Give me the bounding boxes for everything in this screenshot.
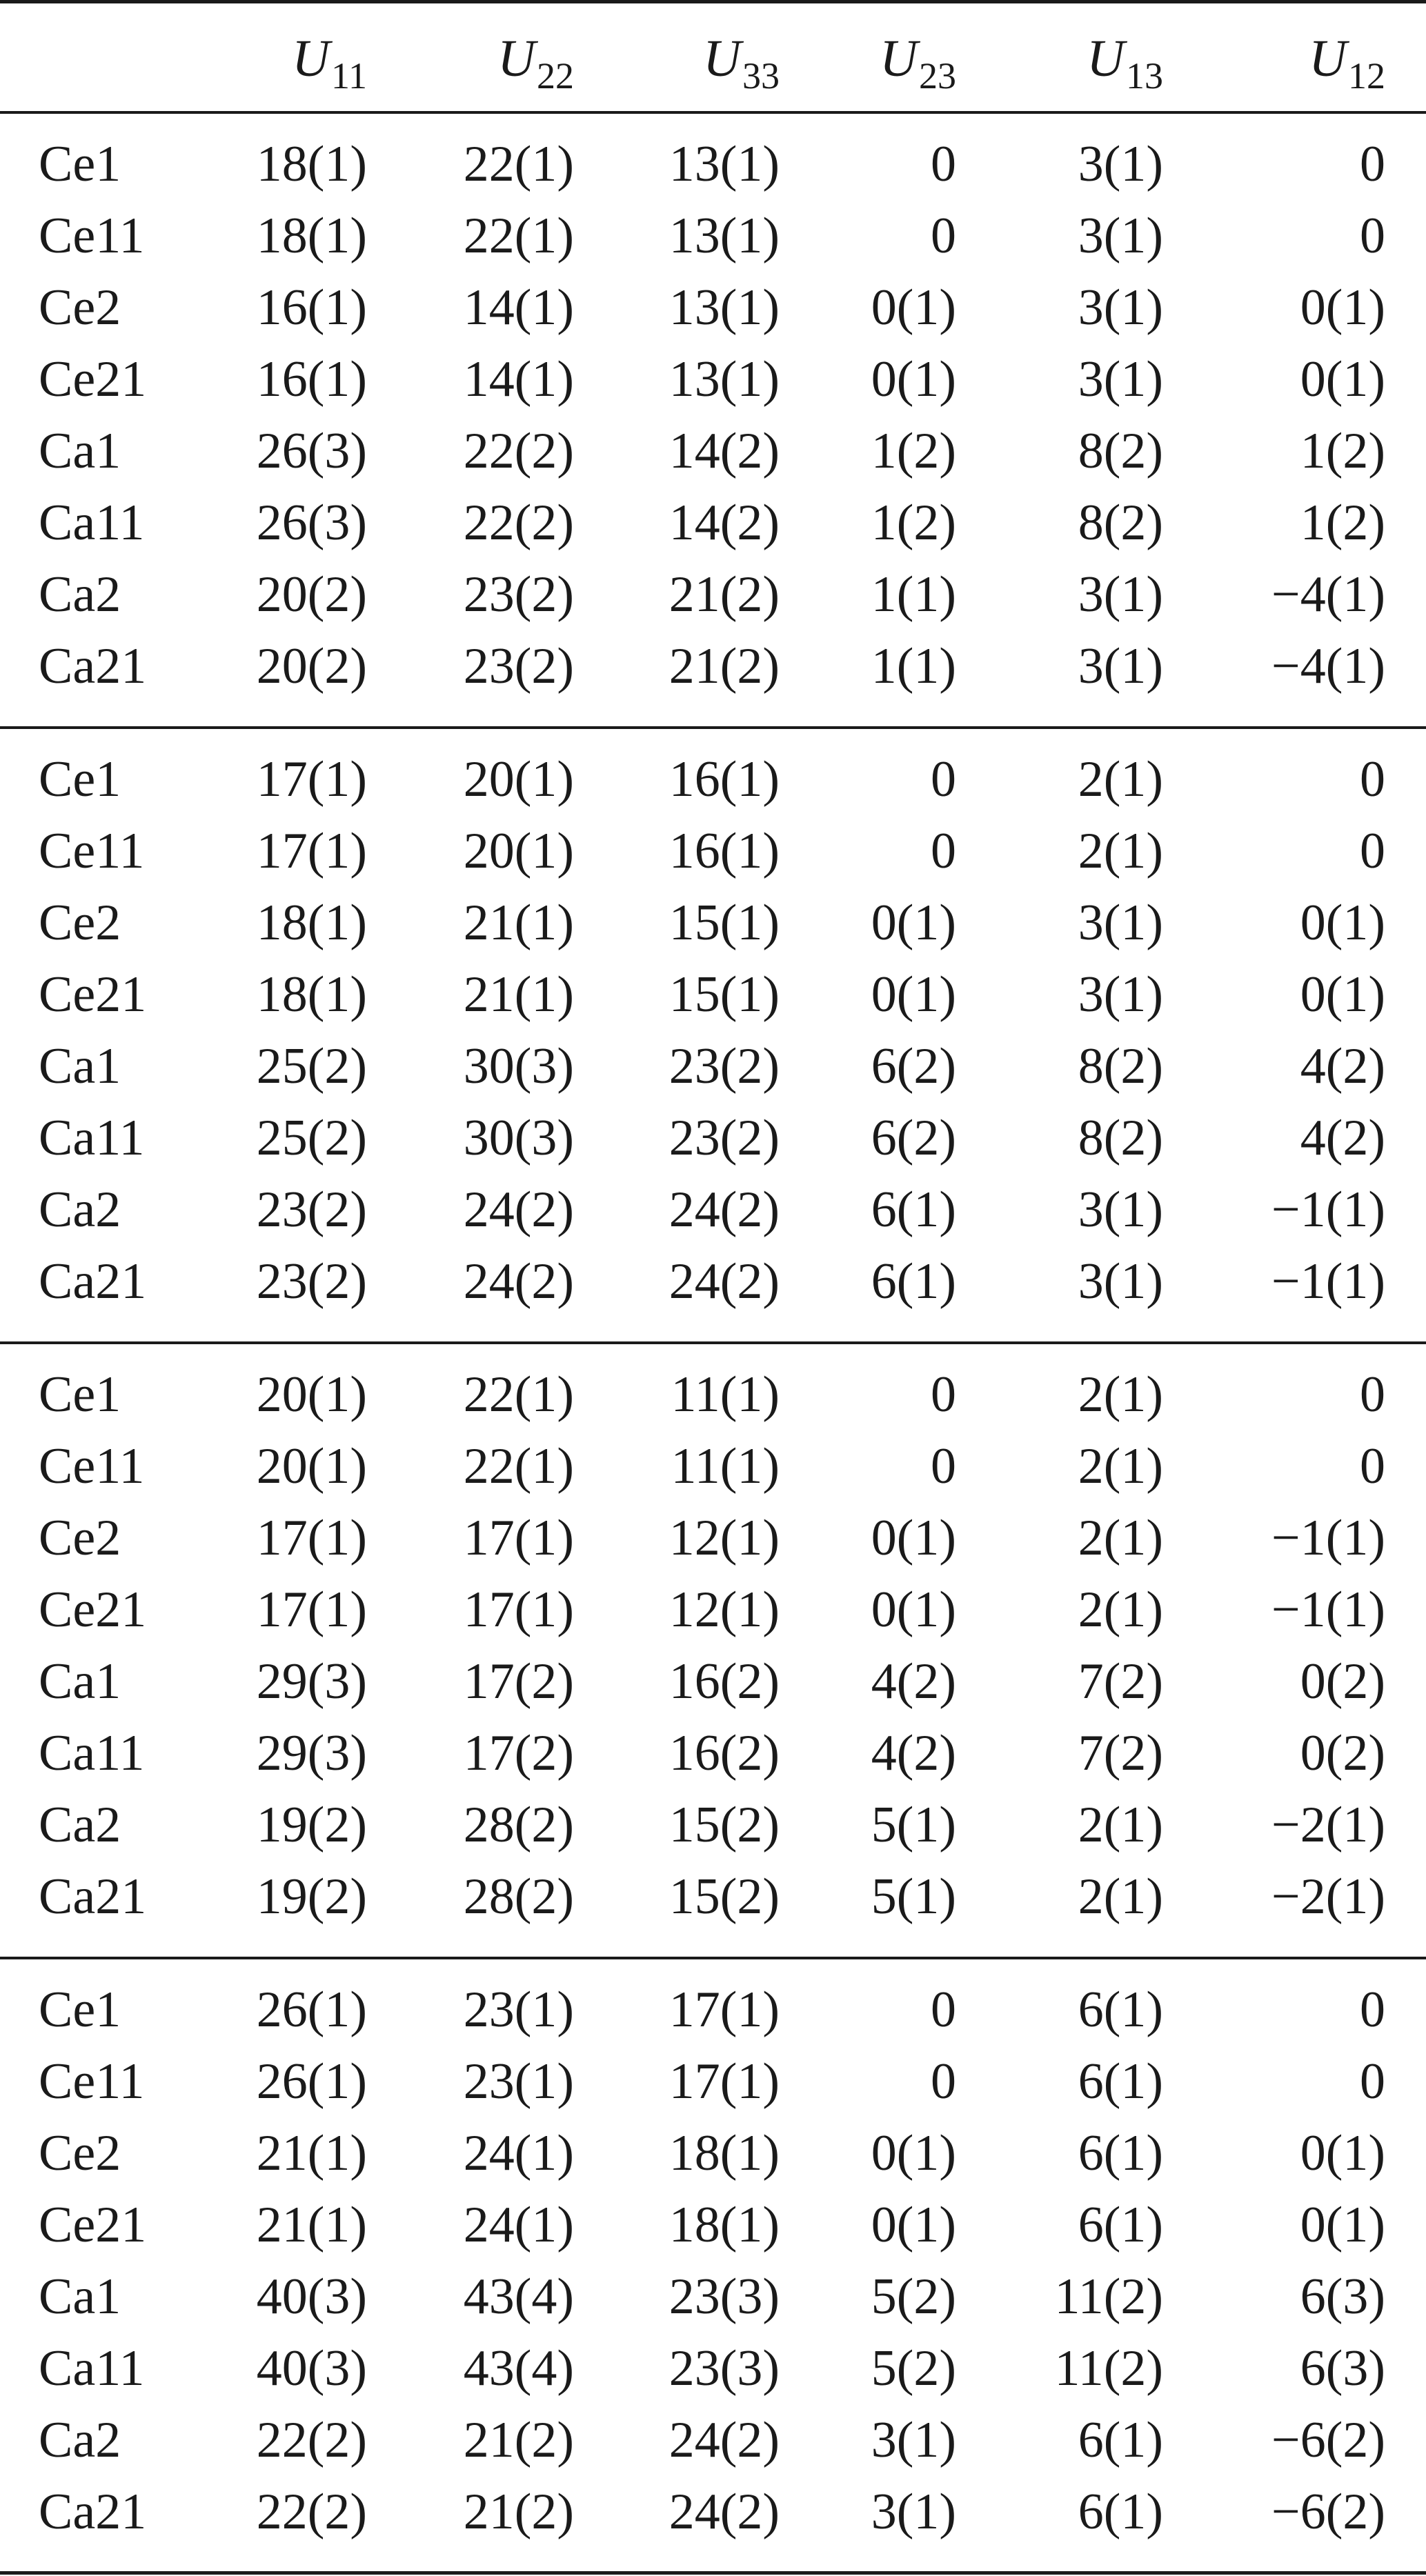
u13-value: 3(1)	[1078, 351, 1163, 408]
u23-value: 0	[931, 136, 956, 192]
u23-value: 6(1)	[871, 1253, 956, 1310]
atom-label: Ca21	[39, 2484, 147, 2540]
table-row	[0, 415, 1426, 487]
u13-value: 2(1)	[1078, 1510, 1163, 1566]
header-u33: $U_{33}$	[703, 30, 780, 97]
u23-value: 4(2)	[871, 1653, 956, 1710]
table-row	[0, 1030, 1426, 1102]
u12-value: −1(1)	[1271, 1181, 1385, 1238]
table-row	[0, 815, 1426, 887]
atom-label: Ca11	[39, 495, 145, 551]
u23-value: 1(1)	[871, 566, 956, 623]
u11-value: 23(2)	[256, 1181, 367, 1238]
u22-value: 30(3)	[463, 1038, 574, 1095]
u22-value: 24(1)	[463, 2125, 574, 2181]
u12-value: 0(1)	[1300, 2125, 1385, 2181]
u12-value: 4(2)	[1300, 1110, 1385, 1166]
u12-value: −1(1)	[1271, 1253, 1385, 1310]
table-bottom-rule	[0, 2571, 1426, 2575]
u12-value: 0	[1360, 1438, 1385, 1495]
u12-value: −6(2)	[1271, 2412, 1385, 2468]
u12-value: −2(1)	[1271, 1868, 1385, 1925]
u22-value: 20(1)	[463, 823, 574, 879]
atom-label: Ce1	[39, 136, 121, 192]
u11-value: 20(1)	[256, 1438, 367, 1495]
table-row	[0, 2189, 1426, 2261]
u12-value: 0(1)	[1300, 895, 1385, 951]
atom-label: Ce21	[39, 1581, 147, 1638]
u11-value: 19(2)	[256, 1868, 367, 1925]
u23-value: 0(1)	[871, 895, 956, 951]
atom-label: Ca11	[39, 1725, 145, 1781]
u22-value: 22(1)	[463, 208, 574, 264]
atom-label: Ca1	[39, 423, 121, 479]
u11-value: 16(1)	[256, 351, 367, 408]
u22-value: 30(3)	[463, 1110, 574, 1166]
u13-value: 2(1)	[1078, 1797, 1163, 1853]
section-divider-rule	[0, 1341, 1426, 1344]
table-row	[0, 2476, 1426, 2548]
u13-value: 6(1)	[1078, 2412, 1163, 2468]
u33-value: 15(1)	[669, 895, 780, 951]
table-row	[0, 887, 1426, 959]
u13-value: 3(1)	[1078, 1181, 1163, 1238]
u13-value: 6(1)	[1078, 2197, 1163, 2253]
u13-value: 2(1)	[1078, 823, 1163, 879]
u22-value: 24(2)	[463, 1253, 574, 1310]
u33-value: 16(2)	[669, 1725, 780, 1781]
u33-value: 13(1)	[669, 351, 780, 408]
u33-value: 17(1)	[669, 2053, 780, 2110]
u22-value: 43(4)	[463, 2340, 574, 2397]
u23-value: 0(1)	[871, 1581, 956, 1638]
u33-value: 13(1)	[669, 279, 780, 336]
u13-value: 3(1)	[1078, 966, 1163, 1023]
u11-value: 17(1)	[256, 751, 367, 808]
u33-value: 11(1)	[671, 1438, 780, 1495]
u12-value: 0	[1360, 1981, 1385, 2038]
u13-value: 8(2)	[1078, 1110, 1163, 1166]
u13-value: 7(2)	[1078, 1725, 1163, 1781]
u13-value: 3(1)	[1078, 1253, 1163, 1310]
u33-value: 23(2)	[669, 1038, 780, 1095]
table-row	[0, 2333, 1426, 2404]
table-row	[0, 2261, 1426, 2333]
table-header-row	[0, 3, 1426, 111]
u33-value: 23(3)	[669, 2268, 780, 2325]
u12-value: 0	[1360, 751, 1385, 808]
table-row	[0, 128, 1426, 200]
table-row	[0, 743, 1426, 815]
u22-value: 23(1)	[463, 2053, 574, 2110]
u22-value: 23(2)	[463, 566, 574, 623]
u22-value: 22(1)	[463, 1438, 574, 1495]
u11-value: 22(2)	[256, 2412, 367, 2468]
atom-label: Ca2	[39, 1181, 121, 1238]
u12-value: 0	[1360, 208, 1385, 264]
u23-value: 1(2)	[871, 423, 956, 479]
atom-label: Ca11	[39, 2340, 145, 2397]
u11-value: 25(2)	[256, 1038, 367, 1095]
table-row	[0, 1174, 1426, 1246]
u23-value: 1(2)	[871, 495, 956, 551]
u23-value: 0	[931, 208, 956, 264]
u23-value: 0(1)	[871, 966, 956, 1023]
atom-label: Ce21	[39, 351, 147, 408]
atom-label: Ca21	[39, 1868, 147, 1925]
u13-value: 3(1)	[1078, 279, 1163, 336]
table-row	[0, 1246, 1426, 1317]
u11-value: 19(2)	[256, 1797, 367, 1853]
u12-value: −6(2)	[1271, 2484, 1385, 2540]
u33-value: 12(1)	[669, 1581, 780, 1638]
u13-value: 3(1)	[1078, 638, 1163, 695]
u12-value: −2(1)	[1271, 1797, 1385, 1853]
u11-value: 20(2)	[256, 638, 367, 695]
atom-label: Ce11	[39, 1438, 145, 1495]
atom-label: Ce2	[39, 895, 121, 951]
u23-value: 0(1)	[871, 1510, 956, 1566]
u22-value: 22(1)	[463, 136, 574, 192]
table-row	[0, 959, 1426, 1030]
u23-value: 6(1)	[871, 1181, 956, 1238]
u11-value: 29(3)	[256, 1653, 367, 1710]
u23-value: 4(2)	[871, 1725, 956, 1781]
u11-value: 20(1)	[256, 1366, 367, 1423]
u13-value: 6(1)	[1078, 2125, 1163, 2181]
table-row	[0, 343, 1426, 415]
u23-value: 6(2)	[871, 1038, 956, 1095]
u23-value: 0	[931, 1981, 956, 2038]
u22-value: 23(1)	[463, 1981, 574, 2038]
u33-value: 23(3)	[669, 2340, 780, 2397]
u11-value: 29(3)	[256, 1725, 367, 1781]
table-row	[0, 272, 1426, 343]
u22-value: 20(1)	[463, 751, 574, 808]
table-row	[0, 1717, 1426, 1789]
u33-value: 15(1)	[669, 966, 780, 1023]
u23-value: 0(1)	[871, 2197, 956, 2253]
section-divider-rule	[0, 726, 1426, 729]
u23-value: 5(1)	[871, 1797, 956, 1853]
atom-label: Ca21	[39, 1253, 147, 1310]
u23-value: 0(1)	[871, 351, 956, 408]
atom-label: Ca1	[39, 1038, 121, 1095]
table-row	[0, 487, 1426, 559]
u13-value: 2(1)	[1078, 1868, 1163, 1925]
u12-value: 1(2)	[1300, 423, 1385, 479]
u33-value: 15(2)	[669, 1797, 780, 1853]
u22-value: 28(2)	[463, 1797, 574, 1853]
atom-label: Ce1	[39, 1981, 121, 2038]
u33-value: 14(2)	[669, 495, 780, 551]
u12-value: 0(2)	[1300, 1653, 1385, 1710]
u11-value: 17(1)	[256, 1510, 367, 1566]
u33-value: 21(2)	[669, 566, 780, 623]
u23-value: 5(2)	[871, 2268, 956, 2325]
u33-value: 16(2)	[669, 1653, 780, 1710]
u11-value: 40(3)	[256, 2340, 367, 2397]
u11-value: 18(1)	[256, 208, 367, 264]
table-row	[0, 1974, 1426, 2046]
u33-value: 11(1)	[671, 1366, 780, 1423]
table-row	[0, 2404, 1426, 2476]
u22-value: 22(2)	[463, 495, 574, 551]
section-divider-rule	[0, 1957, 1426, 1959]
u33-value: 16(1)	[669, 823, 780, 879]
u23-value: 0	[931, 823, 956, 879]
u11-value: 26(1)	[256, 2053, 367, 2110]
atom-label: Ce21	[39, 966, 147, 1023]
u11-value: 18(1)	[256, 136, 367, 192]
u33-value: 16(1)	[669, 751, 780, 808]
u33-value: 12(1)	[669, 1510, 780, 1566]
atom-label: Ce2	[39, 1510, 121, 1566]
u11-value: 21(1)	[256, 2197, 367, 2253]
u11-value: 40(3)	[256, 2268, 367, 2325]
u22-value: 43(4)	[463, 2268, 574, 2325]
u33-value: 24(2)	[669, 2484, 780, 2540]
u13-value: 2(1)	[1078, 1581, 1163, 1638]
u22-value: 17(2)	[463, 1725, 574, 1781]
u22-value: 17(2)	[463, 1653, 574, 1710]
u12-value: 1(2)	[1300, 495, 1385, 551]
atom-label: Ce11	[39, 2053, 145, 2110]
u12-value: 0	[1360, 136, 1385, 192]
u13-value: 11(2)	[1054, 2340, 1163, 2397]
u13-value: 11(2)	[1054, 2268, 1163, 2325]
u11-value: 26(3)	[256, 423, 367, 479]
u23-value: 5(2)	[871, 2340, 956, 2397]
u11-value: 20(2)	[256, 566, 367, 623]
u33-value: 24(2)	[669, 2412, 780, 2468]
u22-value: 17(1)	[463, 1581, 574, 1638]
u23-value: 0	[931, 1366, 956, 1423]
u13-value: 6(1)	[1078, 2053, 1163, 2110]
atom-label: Ca21	[39, 638, 147, 695]
u12-value: −1(1)	[1271, 1581, 1385, 1638]
u12-value: 0(2)	[1300, 1725, 1385, 1781]
atom-label: Ca2	[39, 1797, 121, 1853]
u11-value: 26(3)	[256, 495, 367, 551]
u12-value: 0(1)	[1300, 279, 1385, 336]
u33-value: 18(1)	[669, 2197, 780, 2253]
u22-value: 14(1)	[463, 279, 574, 336]
table-row	[0, 1102, 1426, 1174]
u13-value: 7(2)	[1078, 1653, 1163, 1710]
u11-value: 17(1)	[256, 1581, 367, 1638]
u23-value: 0	[931, 1438, 956, 1495]
u12-value: 0	[1360, 1366, 1385, 1423]
u22-value: 23(2)	[463, 638, 574, 695]
u22-value: 22(1)	[463, 1366, 574, 1423]
atom-label: Ca2	[39, 566, 121, 623]
u11-value: 18(1)	[256, 966, 367, 1023]
u33-value: 23(2)	[669, 1110, 780, 1166]
u33-value: 13(1)	[669, 208, 780, 264]
u22-value: 14(1)	[463, 351, 574, 408]
u22-value: 21(2)	[463, 2484, 574, 2540]
u22-value: 22(2)	[463, 423, 574, 479]
u13-value: 8(2)	[1078, 423, 1163, 479]
u23-value: 0	[931, 2053, 956, 2110]
header-u12: $U_{12}$	[1309, 30, 1385, 97]
u13-value: 3(1)	[1078, 895, 1163, 951]
u12-value: 4(2)	[1300, 1038, 1385, 1095]
atom-label: Ce2	[39, 279, 121, 336]
u12-value: 0	[1360, 823, 1385, 879]
atom-label: Ce1	[39, 1366, 121, 1423]
table-row	[0, 200, 1426, 272]
u23-value: 1(1)	[871, 638, 956, 695]
u23-value: 0(1)	[871, 279, 956, 336]
u22-value: 24(2)	[463, 1181, 574, 1238]
table-row	[0, 1789, 1426, 1861]
u33-value: 24(2)	[669, 1253, 780, 1310]
u22-value: 28(2)	[463, 1868, 574, 1925]
u13-value: 3(1)	[1078, 208, 1163, 264]
u13-value: 2(1)	[1078, 751, 1163, 808]
u22-value: 21(1)	[463, 966, 574, 1023]
u33-value: 17(1)	[669, 1981, 780, 2038]
u13-value: 8(2)	[1078, 495, 1163, 551]
u12-value: 0	[1360, 2053, 1385, 2110]
u11-value: 16(1)	[256, 279, 367, 336]
u13-value: 2(1)	[1078, 1366, 1163, 1423]
header-u13: $U_{13}$	[1087, 30, 1163, 97]
u33-value: 24(2)	[669, 1181, 780, 1238]
u12-value: 6(3)	[1300, 2268, 1385, 2325]
u33-value: 15(2)	[669, 1868, 780, 1925]
u33-value: 14(2)	[669, 423, 780, 479]
u33-value: 21(2)	[669, 638, 780, 695]
u12-value: 0(1)	[1300, 966, 1385, 1023]
table-row	[0, 1574, 1426, 1646]
u23-value: 5(1)	[871, 1868, 956, 1925]
u23-value: 3(1)	[871, 2412, 956, 2468]
table-row	[0, 1646, 1426, 1717]
header-u23: $U_{23}$	[880, 30, 956, 97]
u23-value: 3(1)	[871, 2484, 956, 2540]
header-rule	[0, 111, 1426, 114]
u22-value: 17(1)	[463, 1510, 574, 1566]
u11-value: 25(2)	[256, 1110, 367, 1166]
u11-value: 23(2)	[256, 1253, 367, 1310]
table-row	[0, 1359, 1426, 1430]
u33-value: 13(1)	[669, 136, 780, 192]
u23-value: 0	[931, 751, 956, 808]
atom-label: Ce1	[39, 751, 121, 808]
atom-label: Ca1	[39, 1653, 121, 1710]
atom-label: Ce21	[39, 2197, 147, 2253]
u22-value: 24(1)	[463, 2197, 574, 2253]
u13-value: 6(1)	[1078, 2484, 1163, 2540]
table-row	[0, 1861, 1426, 1933]
u13-value: 6(1)	[1078, 1981, 1163, 2038]
u13-value: 2(1)	[1078, 1438, 1163, 1495]
atom-label: Ce11	[39, 208, 145, 264]
table-row	[0, 2046, 1426, 2117]
u11-value: 17(1)	[256, 823, 367, 879]
header-u22: $U_{22}$	[497, 30, 574, 97]
table-row	[0, 1430, 1426, 1502]
atom-label: Ce11	[39, 823, 145, 879]
u22-value: 21(2)	[463, 2412, 574, 2468]
u11-value: 22(2)	[256, 2484, 367, 2540]
atom-label: Ce2	[39, 2125, 121, 2181]
u12-value: −1(1)	[1271, 1510, 1385, 1566]
u12-value: −4(1)	[1271, 638, 1385, 695]
u13-value: 3(1)	[1078, 136, 1163, 192]
u11-value: 18(1)	[256, 895, 367, 951]
u23-value: 6(2)	[871, 1110, 956, 1166]
u12-value: 0(1)	[1300, 2197, 1385, 2253]
u33-value: 18(1)	[669, 2125, 780, 2181]
atom-label: Ca2	[39, 2412, 121, 2468]
u12-value: 0(1)	[1300, 351, 1385, 408]
table-row	[0, 2117, 1426, 2189]
u23-value: 0(1)	[871, 2125, 956, 2181]
u11-value: 21(1)	[256, 2125, 367, 2181]
table-row	[0, 630, 1426, 702]
u12-value: 6(3)	[1300, 2340, 1385, 2397]
table-row	[0, 559, 1426, 630]
table-row	[0, 1502, 1426, 1574]
u11-value: 26(1)	[256, 1981, 367, 2038]
u12-value: −4(1)	[1271, 566, 1385, 623]
u13-value: 3(1)	[1078, 566, 1163, 623]
atom-label: Ca11	[39, 1110, 145, 1166]
u13-value: 8(2)	[1078, 1038, 1163, 1095]
atom-label: Ca1	[39, 2268, 121, 2325]
header-u11: $U_{11}$	[292, 30, 367, 97]
u22-value: 21(1)	[463, 895, 574, 951]
